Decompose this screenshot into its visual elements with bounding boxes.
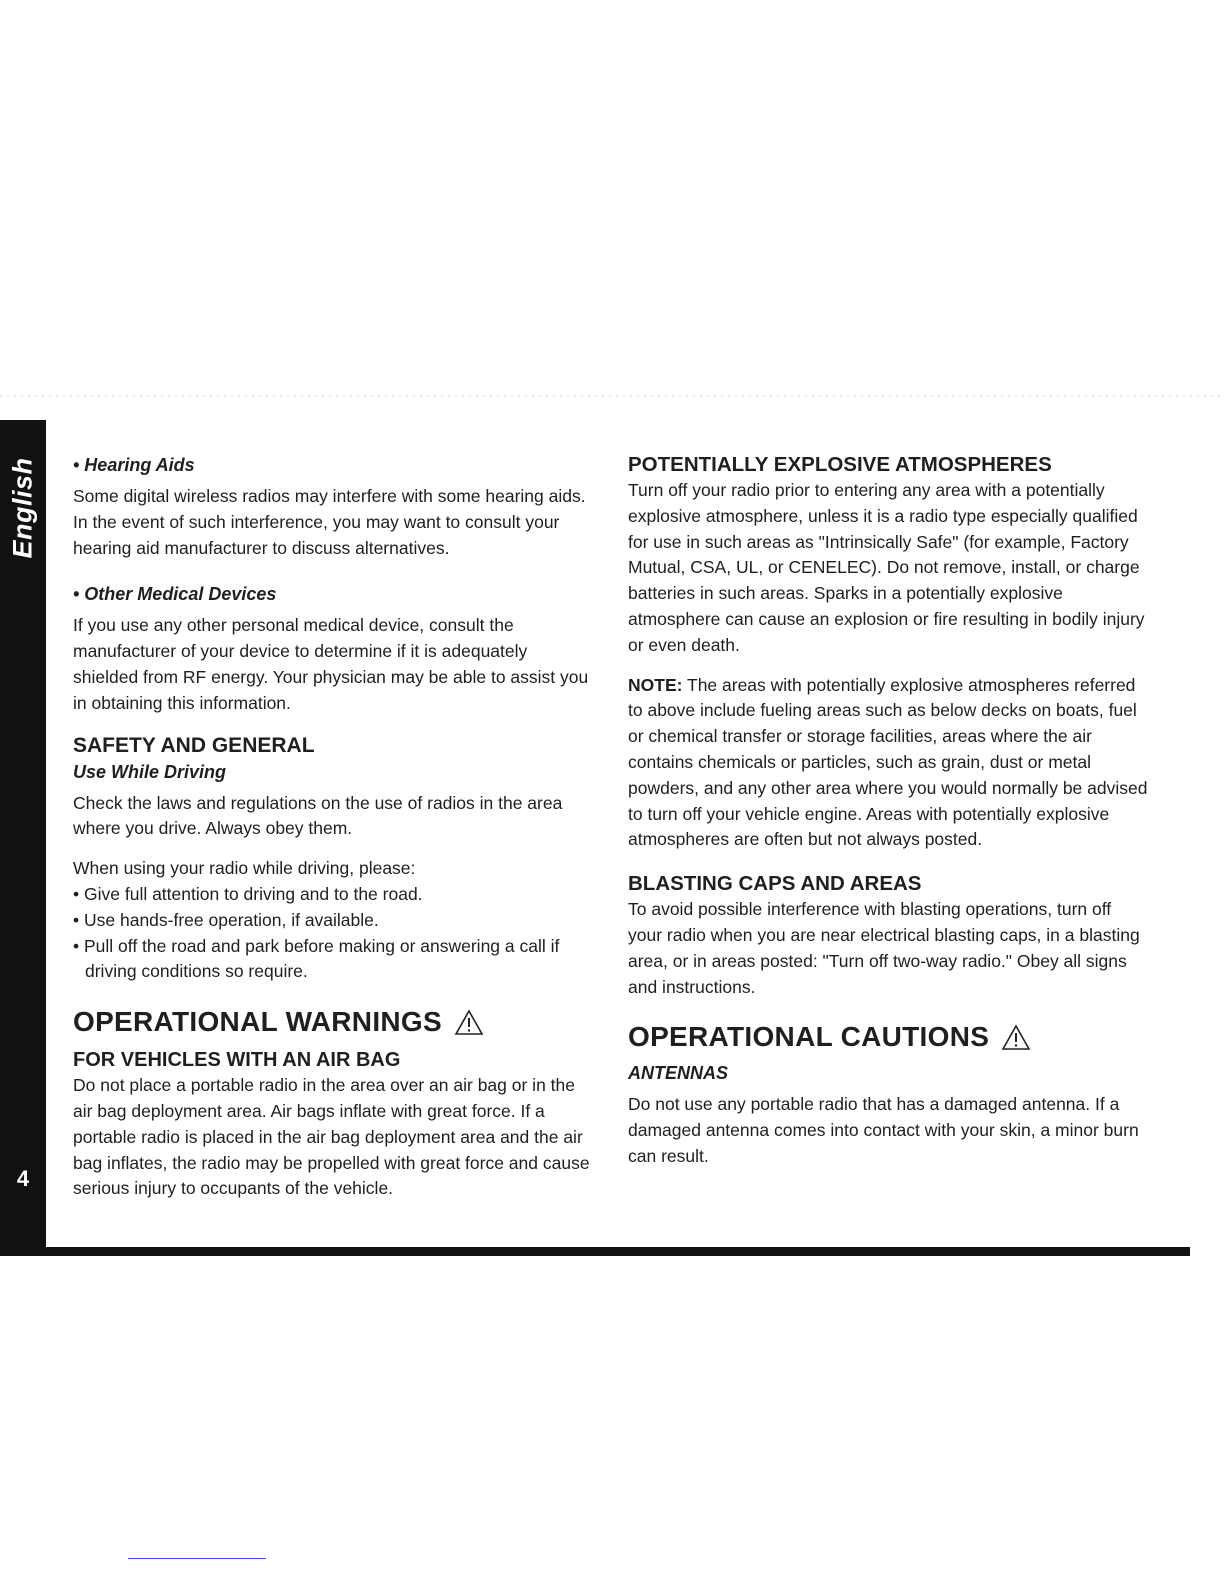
footer-rule [128,1558,266,1559]
list-item: • Use hands-free operation, if available. [73,908,593,934]
use-while-driving-subheading: Use While Driving [73,761,227,782]
airbag-body: Do not place a portable radio in the area over an air bag or in the air bag deployment area. Air bags inflate with great force. If a portable radio is placed in the air bag deployment area and the air bag inflates, the radio may be propelled with great force and cause serious injury to occupants of the vehicle. [73,1075,590,1199]
operational-warnings-heading [73,1005,593,1039]
blasting-heading: BLASTING CAPS AND AREAS [628,872,922,896]
left-column [73,452,593,1202]
other-medical-title: • Other Medical Devices [73,584,277,605]
operational-warnings-section [73,1005,593,1202]
warning-triangle-icon [1001,1024,1031,1051]
page-number: 4 [16,1166,30,1191]
hearing-aids-title: • Hearing Aids [73,455,195,475]
hearing-aids-section [73,452,593,561]
safety-heading: SAFETY AND GENERAL [73,733,315,757]
operational-warnings-title: OPERATIONAL WARNINGS [73,1006,442,1038]
other-medical-body: If you use any other personal medical device, consult the manufacturer of your device to determine if it is adequately shielded from RF energy. Your physician may be able to assist you in obtaining this information. [73,615,589,713]
explosive-note [628,673,1148,854]
safety-intro: When using your radio while driving, please: [73,858,416,879]
antennas-body: Do not use any portable radio that has a damaged antenna. If a damaged antenna comes into contact with your skin, a minor burn can result. [628,1094,1139,1166]
scan-artifact-line [0,395,1224,397]
right-column [628,452,1148,1170]
blasting-body: To avoid possible interference with blasting operations, turn off your radio when you are near electrical blasting caps, in a blasting area, or in areas posted: "Turn off two-way radio." Obey all signs and instructions. [628,899,1140,997]
list-item: • Give full attention to driving and to the road. [73,882,593,908]
warning-triangle-icon [454,1009,484,1036]
note-body: The areas with potentially explosive atmospheres referred to above include fueling areas such as below decks on boats, fuel or chemical transfer or storage facilities, areas where the air contains chemicals or particles, such as grain, dust or metal powders, and any other area where you would normally be advised to turn off your vehicle engine. Areas with potentially explosive atmospheres are often but not always posted. [628,674,1148,850]
sidebar-language-label: English [7,457,38,559]
operational-cautions-title: OPERATIONAL CAUTIONS [628,1021,990,1053]
blasting-section [628,871,1148,1000]
explosive-body: Turn off your radio prior to entering any area with a potentially explosive atmosphere, unless it is a radio type especially qualified for use in such areas as "Intrinsically Safe" (for example, Factory Mutual, CSA, UL, or CENELEC). Do not remove, install, or charge batteries in such areas. Sparks in a potentially explosive atmosphere can cause an explosion or fire resulting in bodily injury or even death. [628,480,1145,655]
operational-cautions-section [628,1020,1148,1169]
safety-body: Check the laws and regulations on the use of radios in the area where you drive. Always obey them. [73,792,563,839]
explosive-section [628,452,1148,853]
safety-section [73,733,593,986]
hearing-aids-body: Some digital wireless radios may interfere with some hearing aids. In the event of such interference, you may want to consult your hearing aid manufacturer to discuss alternatives. [73,486,586,558]
airbag-heading: FOR VEHICLES WITH AN AIR BAG [73,1049,401,1072]
explosive-heading: POTENTIALLY EXPLOSIVE ATMOSPHERES [628,453,1052,476]
antennas-heading: ANTENNAS [628,1063,729,1084]
list-item: • Pull off the road and park before making or answering a call if driving conditions so require. [73,934,593,986]
bottom-rule [0,1247,1190,1256]
operational-cautions-heading [628,1020,1148,1054]
driving-bullets [73,882,593,985]
other-medical-section [73,581,593,716]
note-label: NOTE: [628,674,683,695]
